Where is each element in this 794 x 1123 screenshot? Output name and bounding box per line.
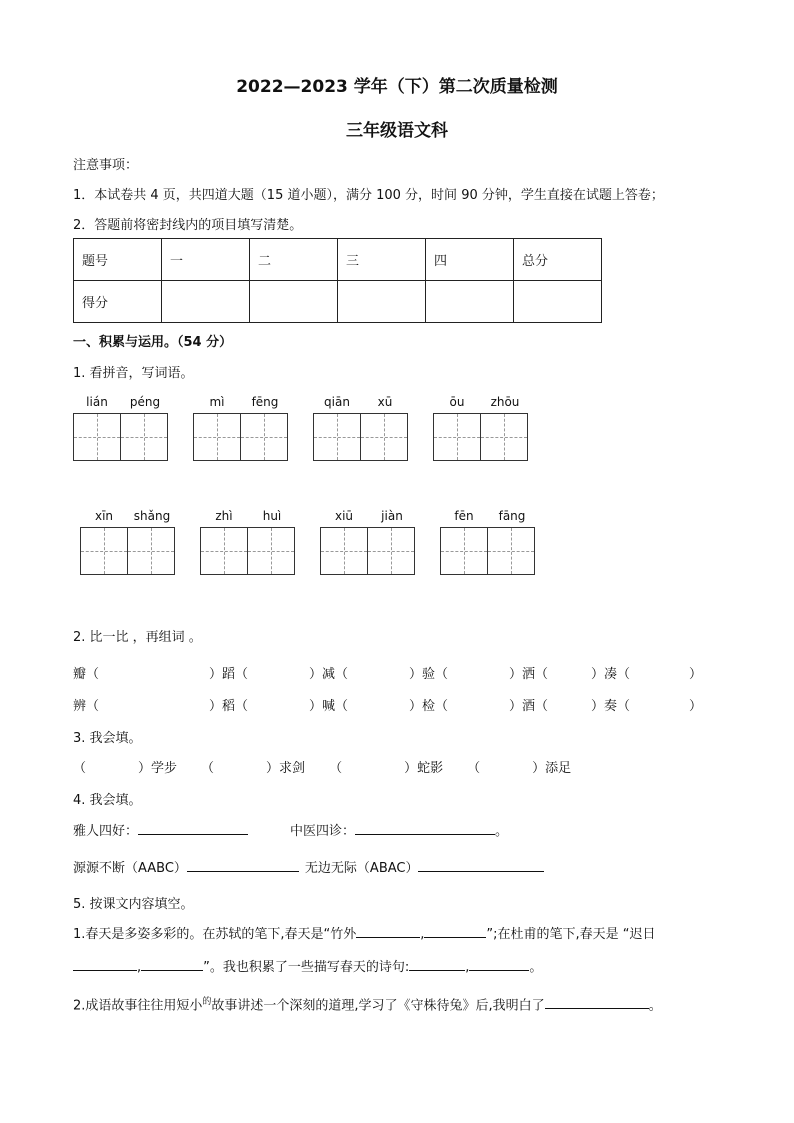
- writing-cell[interactable]: [480, 413, 528, 461]
- punctuation: 。: [648, 998, 662, 1014]
- superscript-char: 的: [202, 997, 212, 1007]
- pinyin-label: fāng: [498, 509, 526, 523]
- fill-prompt: 雅人四好：: [73, 824, 139, 839]
- idiom-text: ）求剑: [266, 761, 306, 776]
- table-cell: 三: [338, 239, 426, 281]
- writing-cell[interactable]: [120, 413, 168, 461]
- pinyin-label: xiū: [334, 509, 354, 523]
- pinyin-label: jiàn: [381, 509, 403, 523]
- writing-cell[interactable]: [367, 527, 415, 575]
- notice-item-2: 2．答题前将密封线内的项目填写清楚。: [73, 218, 303, 233]
- pinyin-label: ōu: [449, 395, 465, 409]
- writing-cell[interactable]: [440, 527, 488, 575]
- answer-blank[interactable]: [545, 995, 649, 1009]
- idiom-paren-open: （: [467, 761, 481, 776]
- fill-prompt: 2.成语故事往往用短小: [73, 998, 203, 1014]
- word-item[interactable]: 辨（: [73, 699, 100, 714]
- word-item[interactable]: ）: [688, 667, 702, 682]
- punctuation: 。: [529, 960, 543, 975]
- fill-line: [73, 923, 656, 942]
- punctuation: ,: [137, 960, 142, 975]
- pinyin-label: zhōu: [490, 395, 520, 409]
- question-label: 1. 看拼音，写词语。: [73, 366, 194, 381]
- word-item[interactable]: ）洒（: [508, 667, 548, 682]
- punctuation: ,: [420, 927, 425, 942]
- exam-subtitle: 三年级语文科: [346, 121, 448, 141]
- pinyin-label: fēn: [454, 509, 474, 523]
- table-cell: 一: [162, 239, 250, 281]
- table-cell: 总分: [514, 239, 602, 281]
- answer-blank[interactable]: [469, 957, 529, 971]
- pinyin-label: xīn: [94, 509, 114, 523]
- answer-blank[interactable]: [424, 924, 486, 938]
- question-label: 5. 按课文内容填空。: [73, 897, 194, 912]
- writing-cell[interactable]: [247, 527, 295, 575]
- score-input-cell[interactable]: [162, 281, 250, 323]
- word-item[interactable]: ）: [688, 699, 702, 714]
- score-input-cell[interactable]: [250, 281, 338, 323]
- table-cell: 得分: [74, 281, 162, 323]
- table-cell: 四: [426, 239, 514, 281]
- answer-blank[interactable]: [356, 924, 420, 938]
- writing-grid[interactable]: [313, 413, 408, 461]
- writing-cell[interactable]: [320, 527, 368, 575]
- pinyin-label: huì: [262, 509, 282, 523]
- table-cell: 题号: [74, 239, 162, 281]
- word-item[interactable]: ）喊（: [308, 699, 348, 714]
- fill-line: [73, 956, 542, 975]
- question-label: 4. 我会填。: [73, 793, 142, 808]
- answer-blank[interactable]: [187, 858, 299, 872]
- fill-prompt: 无边无际（ABAC）: [304, 861, 419, 876]
- fill-prompt: 中医四诊：: [290, 824, 356, 839]
- section-heading: 一、积累与运用。（54 分）: [73, 335, 233, 350]
- notice-item-1: 1．本试卷共 4 页，共四道大题（15 道小题），满分 100 分，时间 90 分钟，学生直接在试题上答卷；: [73, 188, 664, 203]
- pinyin-label: shǎng: [133, 509, 171, 523]
- writing-grid[interactable]: [193, 413, 288, 461]
- score-input-cell[interactable]: [426, 281, 514, 323]
- word-item[interactable]: ）减（: [308, 667, 348, 682]
- notice-heading: 注意事项：: [73, 158, 139, 173]
- punctuation: 。: [495, 824, 509, 839]
- pinyin-label: mì: [209, 395, 225, 409]
- idiom-fill-row: [73, 757, 571, 776]
- word-item[interactable]: ）检（: [408, 699, 448, 714]
- pinyin-label: péng: [129, 395, 161, 409]
- fill-prompt: 1.春天是多姿多彩的。在苏轼的笔下,春天是“竹外: [73, 927, 357, 942]
- word-compare-row: [73, 695, 702, 714]
- answer-blank[interactable]: [418, 858, 544, 872]
- answer-blank[interactable]: [141, 957, 203, 971]
- writing-cell[interactable]: [313, 413, 361, 461]
- score-table: [73, 238, 602, 323]
- pinyin-label: fēng: [251, 395, 279, 409]
- writing-cell[interactable]: [193, 413, 241, 461]
- word-compare-row: [73, 663, 702, 682]
- writing-grid[interactable]: [80, 527, 175, 575]
- writing-grid[interactable]: [73, 413, 168, 461]
- question-label: 3. 我会填。: [73, 731, 142, 746]
- fill-prompt: 故事讲述一个深刻的道理,学习了《守株待兔》后,我明白了: [211, 998, 545, 1014]
- pinyin-label: lián: [86, 395, 108, 409]
- word-item[interactable]: ）验（: [408, 667, 448, 682]
- pinyin-label: qiān: [324, 395, 350, 409]
- writing-grid[interactable]: [200, 527, 295, 575]
- writing-cell[interactable]: [127, 527, 175, 575]
- table-row: [74, 281, 602, 323]
- fill-line: [73, 820, 508, 839]
- fill-line: [73, 994, 662, 1013]
- fill-prompt: 源源不断（AABC）: [73, 861, 187, 876]
- idiom-text: ）添足: [532, 761, 572, 776]
- word-item[interactable]: 瓣（: [73, 667, 100, 682]
- writing-cell[interactable]: [200, 527, 248, 575]
- pinyin-label: zhì: [215, 509, 233, 523]
- idiom-text: ）学步: [138, 761, 178, 776]
- writing-cell[interactable]: [240, 413, 288, 461]
- word-item[interactable]: ）凑（: [590, 667, 630, 682]
- fill-prompt: ”。我也积累了一些描写春天的诗句:: [203, 960, 410, 975]
- writing-cell[interactable]: [360, 413, 408, 461]
- table-row: [74, 239, 602, 281]
- answer-blank[interactable]: [138, 821, 248, 835]
- answer-blank[interactable]: [73, 957, 137, 971]
- writing-grid[interactable]: [433, 413, 528, 461]
- writing-grid[interactable]: [440, 527, 535, 575]
- answer-blank[interactable]: [355, 821, 495, 835]
- score-input-cell[interactable]: [338, 281, 426, 323]
- writing-cell[interactable]: [80, 527, 128, 575]
- fill-line: [73, 857, 544, 876]
- answer-blank[interactable]: [409, 957, 465, 971]
- table-cell: 二: [250, 239, 338, 281]
- word-item[interactable]: ）奏（: [590, 699, 630, 714]
- pinyin-label: xū: [377, 395, 393, 409]
- fill-prompt: ”;在杜甫的笔下,春天是 “迟日: [486, 927, 656, 942]
- word-item[interactable]: ）酒（: [508, 699, 548, 714]
- idiom-text: ）蛇影: [404, 761, 444, 776]
- score-input-cell[interactable]: [514, 281, 602, 323]
- writing-cell[interactable]: [73, 413, 121, 461]
- writing-grid[interactable]: [320, 527, 415, 575]
- punctuation: ,: [465, 960, 470, 975]
- writing-cell[interactable]: [487, 527, 535, 575]
- idiom-paren-open: （: [329, 761, 343, 776]
- idiom-paren-open: （: [201, 761, 215, 776]
- word-item[interactable]: ）蹈（: [208, 667, 248, 682]
- writing-cell[interactable]: [433, 413, 481, 461]
- exam-title: 2022—2023 学年（下）第二次质量检测: [236, 77, 558, 97]
- idiom-paren-open: （: [73, 761, 87, 776]
- question-label: 2. 比一比 ，再组词 。: [73, 630, 202, 645]
- word-item[interactable]: ）稻（: [208, 699, 248, 714]
